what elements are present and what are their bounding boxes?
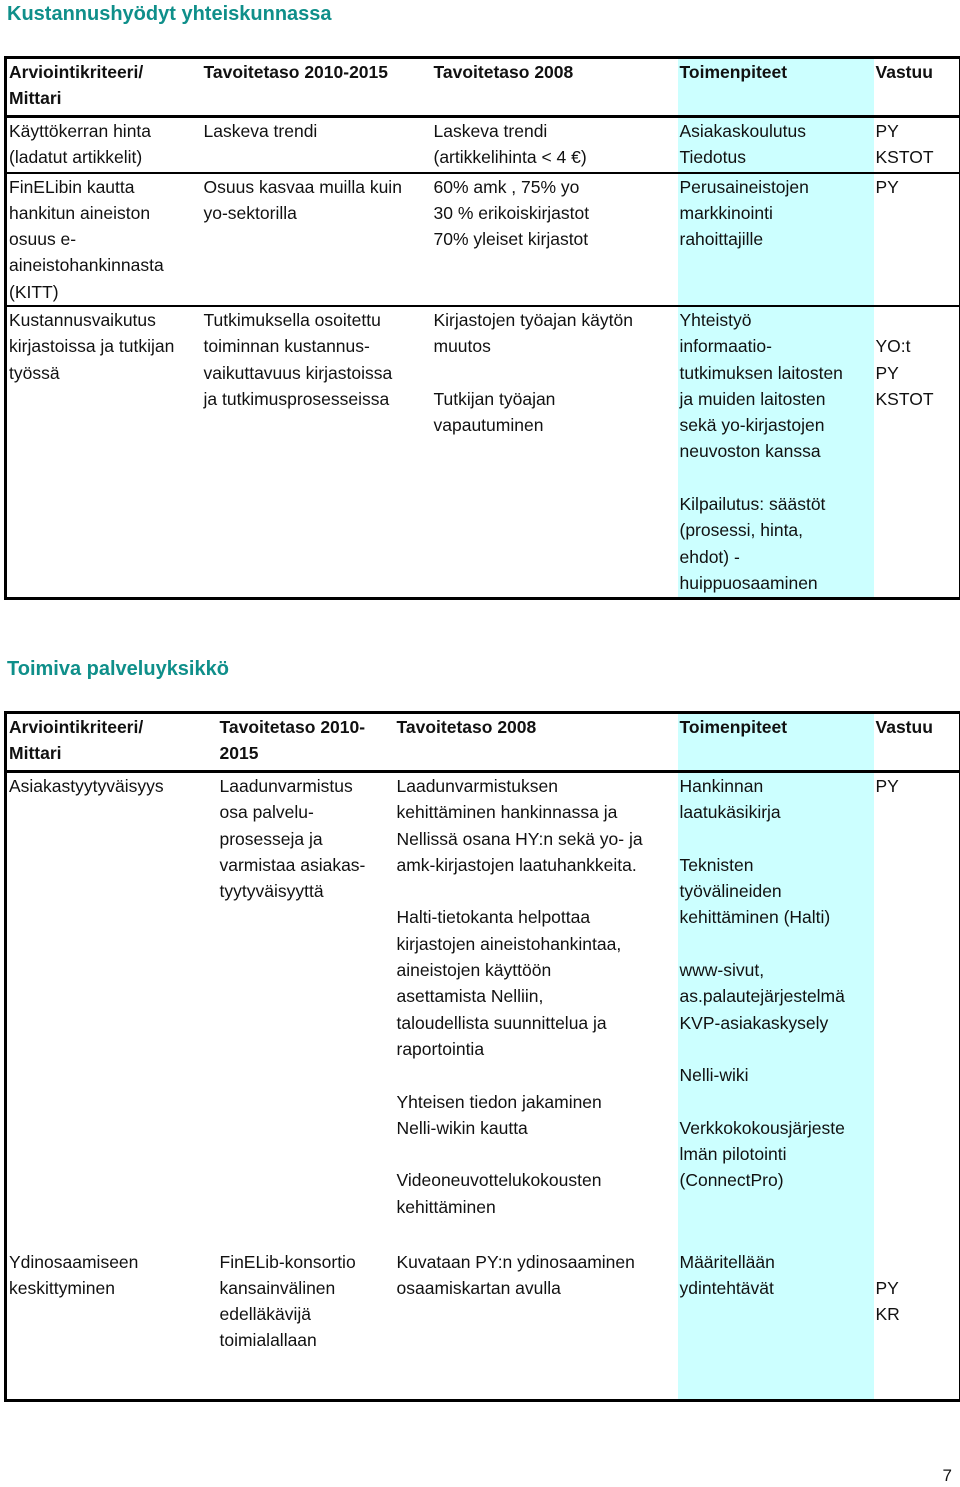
cell-actions: Hankinnan laatukäsikirja Teknisten työvälineiden kehittäminen (Halti) www-sivut, as.palautejärjestelmä KVP-asiakaskysely Nelli-wiki Verkkokokousjärjeste lmän pilotointi (ConnectPro)	[678, 772, 874, 1249]
cell-responsible: PY	[875, 776, 899, 796]
header-criterion: Arviointikriteeri/ Mittari	[6, 58, 202, 117]
table-header-row	[6, 713, 960, 772]
header-responsible: Vastuu	[874, 58, 960, 117]
section-title-cost-benefits: Kustannushyödyt yhteiskunnassa	[7, 3, 332, 25]
cell-target-2015: Laadunvarmistus osa palvelu- prosesseja ja varmistaa asiakas- tyytyväisyyttä	[219, 776, 366, 902]
cell-target-2015: Tutkimuksella osoitettu toiminnan kustannus- vaikuttavuus kirjastoissa ja tutkimusprosesseissa	[202, 306, 432, 599]
section-title-service-unit: Toimiva palveluyksikkö	[7, 658, 229, 680]
cell-criterion: FinELibin kautta hankitun aineiston osuus e- aineistohankinnasta (KITT)	[6, 173, 202, 306]
header-actions: Toimenpiteet	[678, 58, 874, 117]
cell-target-2015: FinELib-konsortio kansainvälinen edelläkävijä toimialallaan	[219, 1251, 356, 1351]
cell-responsible: PY	[874, 173, 960, 306]
table-row	[6, 772, 960, 1249]
table-row	[6, 117, 960, 173]
cell-criterion: Kustannusvaikutus kirjastoissa ja tutkijan työssä	[6, 306, 202, 599]
cell-criterion: Asiakastyytyväisyys	[9, 776, 164, 796]
cell-responsible: YO:t PY KSTOT	[874, 306, 960, 599]
cell-actions: Määritellään ydintehtävät	[678, 1249, 874, 1401]
service-unit-table	[4, 711, 960, 1402]
header-actions: Toimenpiteet	[678, 713, 874, 772]
table-row	[6, 1249, 960, 1401]
cell-criterion: Ydinosaamiseen keskittyminen	[9, 1251, 139, 1298]
cell-target-2015: Osuus kasvaa muilla kuin yo-sektorilla	[202, 173, 432, 306]
cell-target-2008: Laskeva trendi (artikkelihinta < 4 €)	[433, 121, 587, 168]
cell-actions: Perusaineistojen markkinointi rahoittajille	[678, 173, 874, 306]
cell-responsible: PY KR	[875, 1277, 900, 1325]
header-target-2015: Tavoitetaso 2010- 2015	[218, 713, 395, 772]
cell-target-2008: Kuvataan PY:n ydinosaaminen osaamiskartan avulla	[396, 1251, 635, 1298]
cell-responsible: PY KSTOT	[875, 121, 934, 168]
table-row	[6, 173, 960, 306]
table-row	[6, 306, 960, 599]
header-target-2015: Tavoitetaso 2010-2015	[202, 58, 432, 117]
header-target-2008: Tavoitetaso 2008	[395, 713, 678, 772]
cell-actions: Asiakaskoulutus Tiedotus	[678, 117, 874, 173]
header-criterion: Arviointikriteeri/ Mittari	[6, 713, 218, 772]
cell-actions: Yhteistyö informaatio- tutkimuksen laitosten ja muiden laitosten sekä yo-kirjastojen neuvoston kanssa Kilpailutus: säästöt (prosessi, hinta, ehdot) - huippuosaaminen	[678, 306, 874, 599]
cell-target-2015: Laskeva trendi	[203, 121, 318, 141]
header-responsible: Vastuu	[874, 713, 960, 772]
header-target-2008: Tavoitetaso 2008	[432, 58, 678, 117]
cell-target-2008: Laadunvarmistuksen kehittäminen hankinnassa ja Nellissä osana HY:n sekä yo- ja amk-kirjastojen laatuhankkeita. Halti-tietokanta helpottaa kirjastojen aineistohankintaa, aineistojen käyttöön asettamista Nelliin, taloudellista suunnittelua ja raportointia Yhteisen tiedon jakaminen Nelli-wikin kautta Videoneuvottelukokousten kehittäminen	[396, 776, 643, 1217]
page-number: 7	[942, 1466, 952, 1485]
cell-target-2008: Kirjastojen työajan käytön muutos Tutkijan työajan vapautuminen	[432, 306, 678, 599]
table-header-row	[6, 58, 960, 117]
cost-benefits-table	[4, 56, 960, 600]
cell-target-2008: 60% amk , 75% yo 30 % erikoiskirjastot 70% yleiset kirjastot	[432, 173, 678, 306]
cell-criterion: Käyttökerran hinta (ladatut artikkelit)	[9, 121, 152, 168]
